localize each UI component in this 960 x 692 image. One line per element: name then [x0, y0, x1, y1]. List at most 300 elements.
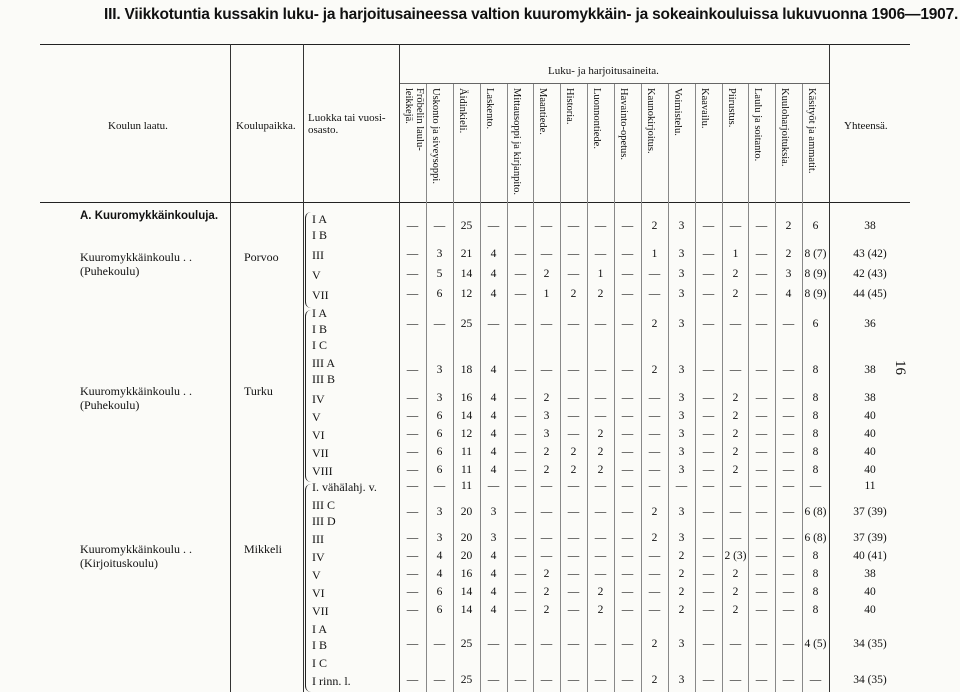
table-cell: 2	[732, 392, 739, 404]
table-cell: 25	[460, 220, 473, 232]
subject-header-label: Mittausoppi ja kirjanpito.	[511, 88, 522, 196]
table-cell: —	[567, 268, 580, 280]
class-label: III	[312, 532, 324, 546]
total-cell: 40	[864, 410, 876, 422]
subject-header	[748, 88, 774, 198]
table-cell: —	[621, 428, 634, 440]
table-cell: —	[540, 550, 553, 562]
subject-header	[802, 88, 828, 198]
table-cell: —	[540, 248, 553, 260]
table-cell: —	[567, 318, 580, 330]
table-cell: 2	[543, 268, 550, 280]
table-cell: —	[514, 220, 527, 232]
table-cell: —	[782, 506, 795, 518]
table-cell: 14	[460, 268, 473, 280]
table-cell: 4	[490, 604, 497, 616]
table-cell: —	[755, 604, 768, 616]
table-cell: —	[755, 392, 768, 404]
table-cell: —	[567, 586, 580, 598]
table-cell: —	[782, 568, 795, 580]
table-cell: —	[406, 392, 419, 404]
table-cell: —	[782, 674, 795, 686]
subject-header-label: Havainto-opetus.	[618, 88, 629, 161]
table-cell: 2	[597, 586, 604, 598]
table-cell: 2	[597, 428, 604, 440]
table-cell: 14	[460, 410, 473, 422]
table-cell: 2	[597, 288, 604, 300]
table-cell: —	[702, 586, 715, 598]
table-cell: —	[729, 480, 742, 492]
table-cell: 4	[490, 364, 497, 376]
table-cell: —	[406, 248, 419, 260]
table-cell: 20	[460, 550, 473, 562]
table-cell: 2	[597, 464, 604, 476]
class-label: VII	[312, 446, 329, 460]
table-cell: —	[648, 568, 661, 580]
table-cell: 1	[732, 248, 739, 260]
table-cell: 8 (9)	[804, 268, 827, 280]
total-cell: 37 (39)	[853, 506, 887, 518]
table-cell: —	[755, 464, 768, 476]
table-cell: —	[782, 480, 795, 492]
subject-header	[560, 88, 586, 198]
table-cell: —	[406, 532, 419, 544]
table-cell: 4	[490, 268, 497, 280]
table-cell: —	[621, 506, 634, 518]
table-cell: —	[621, 392, 634, 404]
table-cell: 3	[678, 410, 685, 422]
table-cell: —	[406, 568, 419, 580]
table-cell: —	[621, 364, 634, 376]
table-cell: —	[514, 364, 527, 376]
table-cell: —	[594, 220, 607, 232]
table-cell: —	[702, 248, 715, 260]
total-cell: 40	[864, 586, 876, 598]
total-cell: 38	[864, 220, 876, 232]
total-cell: 43 (42)	[853, 248, 887, 260]
table-cell: —	[487, 674, 500, 686]
table-cell: —	[514, 410, 527, 422]
class-label: I B	[312, 638, 327, 652]
total-cell: 38	[864, 568, 876, 580]
table-cell: —	[567, 480, 580, 492]
table-cell: —	[487, 480, 500, 492]
table-cell: —	[782, 464, 795, 476]
table-cell: —	[406, 674, 419, 686]
total-cell: 44 (45)	[853, 288, 887, 300]
class-label: III D	[312, 514, 336, 528]
table-cell: 8 (7)	[804, 248, 827, 260]
table-cell: —	[567, 364, 580, 376]
table-cell: —	[621, 568, 634, 580]
table-cell: —	[406, 604, 419, 616]
table-cell: —	[621, 248, 634, 260]
table-cell: —	[540, 506, 553, 518]
subject-header-label: Laskento.	[484, 88, 495, 130]
table-cell: —	[702, 428, 715, 440]
class-label: VII	[312, 604, 329, 618]
subject-header-label: Kaavailu.	[699, 88, 710, 129]
school-place-turku: Turku	[244, 384, 273, 398]
subject-header	[480, 88, 506, 198]
table-cell: —	[540, 480, 553, 492]
class-label: V	[312, 268, 321, 282]
table-cell: —	[702, 568, 715, 580]
class-label: III C	[312, 498, 335, 512]
subject-header-label: Fröbelin laulu- leikkejä.	[403, 88, 425, 151]
table-cell: —	[702, 446, 715, 458]
table-cell: —	[782, 550, 795, 562]
table-cell: 3	[678, 220, 685, 232]
total-cell: 40 (41)	[853, 550, 887, 562]
table-cell: —	[648, 446, 661, 458]
table-cell: —	[487, 220, 500, 232]
table-cell: —	[675, 480, 688, 492]
table-cell: 2	[651, 532, 658, 544]
subject-header	[695, 88, 721, 198]
table-cell: 8	[812, 568, 819, 580]
table-cell: —	[567, 604, 580, 616]
table-cell: —	[782, 364, 795, 376]
table-cell: —	[567, 638, 580, 650]
table-cell: —	[594, 410, 607, 422]
table-cell: —	[755, 506, 768, 518]
class-label: I A	[312, 306, 327, 320]
class-label: VIII	[312, 464, 333, 478]
header-koulupaikka: Koulupaikka.	[236, 120, 296, 132]
col-rule-total	[829, 44, 830, 692]
table-cell: —	[567, 674, 580, 686]
table-cell: 2	[543, 446, 550, 458]
table-cell: 3	[543, 410, 550, 422]
subject-header-label: Kaunokirjoitus.	[645, 88, 656, 154]
header-luokka: Luokka tai vuosi- osasto.	[308, 112, 386, 136]
table-cell: —	[729, 638, 742, 650]
class-label: VI	[312, 586, 325, 600]
subject-header	[426, 88, 452, 198]
table-cell: 8	[812, 428, 819, 440]
total-cell: 40	[864, 604, 876, 616]
table-cell: 8	[812, 364, 819, 376]
table-cell: —	[540, 638, 553, 650]
table-cell: —	[755, 318, 768, 330]
table-cell: —	[648, 586, 661, 598]
table-cell: —	[594, 318, 607, 330]
table-cell: —	[755, 638, 768, 650]
table-cell: —	[514, 446, 527, 458]
table-cell: —	[621, 638, 634, 650]
header-bottom-rule	[40, 202, 910, 203]
subject-header-label: Uskonto ja siveysoppi.	[430, 88, 441, 184]
table-cell: —	[621, 268, 634, 280]
table-cell: —	[755, 532, 768, 544]
table-cell: 1	[543, 288, 550, 300]
table-cell: 18	[460, 364, 473, 376]
table-cell: —	[729, 532, 742, 544]
table-cell: 4	[490, 464, 497, 476]
table-cell: —	[487, 638, 500, 650]
table-cell: 3	[678, 464, 685, 476]
table-cell: —	[621, 550, 634, 562]
table-cell: —	[406, 268, 419, 280]
table-cell: 2	[570, 464, 577, 476]
page-number: 16	[892, 360, 908, 375]
table-cell: 14	[460, 586, 473, 598]
table-cell: 4	[490, 428, 497, 440]
table-cell: —	[514, 428, 527, 440]
total-cell: 40	[864, 446, 876, 458]
table-cell: —	[514, 604, 527, 616]
subject-header	[399, 88, 425, 198]
subject-header	[614, 88, 640, 198]
table-cell: —	[514, 464, 527, 476]
table-cell: —	[594, 392, 607, 404]
table-cell: 11	[460, 446, 473, 458]
table-cell: 3	[436, 392, 443, 404]
table-cell: 6 (8)	[804, 506, 827, 518]
table-cell: 2	[543, 568, 550, 580]
table-cell: —	[433, 638, 446, 650]
table-cell: —	[755, 586, 768, 598]
table-cell: 3	[678, 364, 685, 376]
table-cell: 12	[460, 428, 473, 440]
table-cell: —	[755, 550, 768, 562]
table-cell: —	[621, 220, 634, 232]
total-cell: 38	[864, 364, 876, 376]
subject-header-label: Luonnontiede.	[591, 88, 602, 149]
table-cell: 6	[436, 586, 443, 598]
table-cell: 6 (8)	[804, 532, 827, 544]
table-cell: —	[702, 674, 715, 686]
table-cell: 6	[436, 446, 443, 458]
table-cell: 4	[436, 568, 443, 580]
table-cell: 3	[678, 248, 685, 260]
table-cell: 2	[651, 364, 658, 376]
class-label: VI	[312, 428, 325, 442]
table-cell: —	[782, 392, 795, 404]
table-cell: —	[514, 288, 527, 300]
table-cell: 2	[678, 604, 685, 616]
table-cell: 3	[678, 318, 685, 330]
table-cell: 8	[812, 410, 819, 422]
table-cell: —	[621, 674, 634, 686]
class-label: IV	[312, 392, 325, 406]
table-cell: 3	[436, 506, 443, 518]
table-cell: —	[621, 446, 634, 458]
table-cell: —	[567, 506, 580, 518]
table-cell: 25	[460, 638, 473, 650]
class-label: V	[312, 568, 321, 582]
table-cell: 6	[436, 410, 443, 422]
table-cell: —	[514, 638, 527, 650]
header-yhteensa: Yhteensä.	[844, 120, 888, 132]
table-cell: 2	[570, 446, 577, 458]
table-cell: 8	[812, 464, 819, 476]
table-cell: —	[594, 364, 607, 376]
table-cell: 3	[436, 364, 443, 376]
table-cell: —	[514, 506, 527, 518]
school-name-turku: Kuuromykkäinkoulu . . (Puhekoulu)	[80, 384, 192, 412]
table-cell: —	[755, 288, 768, 300]
table-cell: —	[782, 410, 795, 422]
col-rule-class	[303, 44, 304, 692]
class-label: I A	[312, 622, 327, 636]
table-cell: —	[702, 604, 715, 616]
class-label: III	[312, 248, 324, 262]
table-cell: —	[621, 532, 634, 544]
table-cell: —	[755, 248, 768, 260]
subject-header-label: Käsityöt ja ammatit.	[806, 88, 817, 174]
table-cell: —	[702, 480, 715, 492]
table-cell: 11	[460, 464, 473, 476]
table-cell: 4	[490, 568, 497, 580]
table-cell: —	[809, 480, 822, 492]
table-cell: 6	[436, 464, 443, 476]
table-cell: —	[809, 674, 822, 686]
table-cell: —	[621, 586, 634, 598]
brace-porvoo	[305, 212, 311, 308]
table-cell: 2	[678, 550, 685, 562]
class-label: III B	[312, 372, 335, 386]
table-cell: 2	[732, 586, 739, 598]
col-rule-place	[230, 44, 231, 692]
subject-header-label: Piirustus.	[726, 88, 737, 128]
subject-header	[453, 88, 479, 198]
table-cell: —	[594, 550, 607, 562]
table-cell: 6	[812, 318, 819, 330]
table-cell: —	[567, 550, 580, 562]
table-cell: —	[514, 674, 527, 686]
table-cell: 3	[678, 446, 685, 458]
table-cell: —	[540, 364, 553, 376]
table-cell: 2	[785, 248, 792, 260]
table-cell: —	[406, 428, 419, 440]
subject-header-label: Kuuloharjoituksia.	[779, 88, 790, 167]
table-cell: —	[567, 220, 580, 232]
total-cell: 11	[864, 480, 876, 492]
header-koulun-laatu: Koulun laatu.	[108, 120, 168, 132]
table-cell: —	[406, 550, 419, 562]
table-cell: 2	[732, 604, 739, 616]
table-cell: —	[406, 586, 419, 598]
table-cell: 8	[812, 604, 819, 616]
table-cell: —	[514, 268, 527, 280]
table-cell: 14	[460, 604, 473, 616]
school-name-porvoo: Kuuromykkäinkoulu . . (Puhekoulu)	[80, 250, 192, 278]
table-cell: —	[702, 288, 715, 300]
table-cell: 3	[436, 248, 443, 260]
table-cell: —	[433, 480, 446, 492]
table-cell: 2	[678, 568, 685, 580]
table-cell: 1	[651, 248, 658, 260]
table-cell: 2	[732, 268, 739, 280]
table-cell: 21	[460, 248, 473, 260]
class-label: V	[312, 410, 321, 424]
total-cell: 37 (39)	[853, 532, 887, 544]
table-cell: —	[594, 480, 607, 492]
table-cell: —	[594, 248, 607, 260]
table-cell: 12	[460, 288, 473, 300]
subject-header	[533, 88, 559, 198]
table-cell: —	[567, 532, 580, 544]
table-cell: —	[621, 410, 634, 422]
subject-header-label: Voimistelu.	[672, 88, 683, 136]
table-cell: —	[755, 220, 768, 232]
table-cell: —	[782, 586, 795, 598]
table-cell: 8	[812, 392, 819, 404]
table-cell: —	[702, 268, 715, 280]
table-cell: 6	[436, 428, 443, 440]
table-cell: 3	[490, 532, 497, 544]
table-cell: —	[702, 392, 715, 404]
class-label: I C	[312, 656, 327, 670]
table-cell: —	[702, 364, 715, 376]
table-cell: 6	[436, 604, 443, 616]
table-cell: 8	[812, 550, 819, 562]
class-label: I B	[312, 228, 327, 242]
class-label: I A	[312, 212, 327, 226]
table-cell: —	[755, 428, 768, 440]
table-cell: —	[702, 220, 715, 232]
table-cell: 2	[543, 604, 550, 616]
table-cell: —	[702, 318, 715, 330]
table-cell: 2	[651, 318, 658, 330]
subject-header-label: Laulu ja soitanto.	[752, 88, 763, 162]
table-cell: 2	[651, 638, 658, 650]
table-cell: —	[433, 220, 446, 232]
school-place-mikkeli: Mikkeli	[244, 542, 282, 556]
table-cell: 4	[785, 288, 792, 300]
subject-header-label: Äidinkieli.	[457, 88, 468, 134]
table-cell: —	[514, 318, 527, 330]
table-cell: 3	[678, 288, 685, 300]
table-cell: 4	[490, 410, 497, 422]
class-label: I C	[312, 338, 327, 352]
table-cell: —	[594, 532, 607, 544]
table-cell: —	[648, 288, 661, 300]
table-cell: 3	[678, 506, 685, 518]
table-cell: —	[621, 318, 634, 330]
table-cell: 2	[732, 288, 739, 300]
table-cell: —	[567, 428, 580, 440]
table-cell: —	[594, 674, 607, 686]
table-cell: 3	[678, 392, 685, 404]
table-cell: —	[567, 248, 580, 260]
table-cell: 2	[597, 604, 604, 616]
table-cell: —	[755, 568, 768, 580]
table-cell: —	[406, 410, 419, 422]
table-cell: —	[755, 446, 768, 458]
table-cell: 4	[490, 446, 497, 458]
table-cell: 3	[678, 638, 685, 650]
section-title: A. Kuuromykkäinkouluja.	[80, 210, 219, 222]
total-cell: 34 (35)	[853, 638, 887, 650]
table-cell: —	[755, 674, 768, 686]
table-cell: 8	[812, 586, 819, 598]
table-cell: —	[621, 288, 634, 300]
table-cell: 2	[732, 464, 739, 476]
table-cell: —	[729, 506, 742, 518]
table-cell: 4	[490, 392, 497, 404]
table-cell: —	[540, 220, 553, 232]
page-title: III. Viikkotuntia kussakin luku- ja harjoitusaineessa valtion kuuromykkäin- ja sokeainkouluissa lukuvuonna 1906—1907.	[104, 6, 959, 23]
subject-header	[587, 88, 613, 198]
table-cell: —	[648, 464, 661, 476]
subject-header-label: Maantiede.	[537, 88, 548, 135]
table-cell: —	[514, 532, 527, 544]
table-cell: —	[567, 392, 580, 404]
subject-header	[668, 88, 694, 198]
